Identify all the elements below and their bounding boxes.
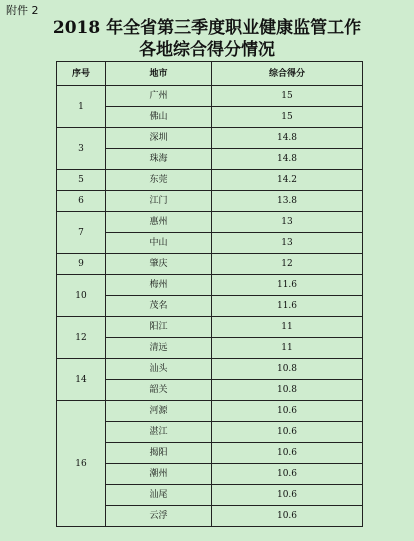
score-cell: 11 [212,317,363,338]
score-cell: 14.8 [212,128,363,149]
city-cell: 潮州 [106,464,212,485]
rank-cell: 1 [57,86,106,128]
score-cell: 11 [212,338,363,359]
rank-cell: 10 [57,275,106,317]
rank-cell: 9 [57,254,106,275]
table-row [57,86,363,107]
table-row [57,191,363,212]
table-header-row [57,62,363,86]
score-cell: 13 [212,233,363,254]
city-cell: 湛江 [106,422,212,443]
rank-cell: 7 [57,212,106,254]
rank-cell: 14 [57,359,106,401]
score-cell: 14.8 [212,149,363,170]
city-cell: 深圳 [106,128,212,149]
score-cell: 10.6 [212,506,363,527]
table-row [57,317,363,338]
score-table [56,61,363,527]
table-row [57,254,363,275]
score-cell: 10.8 [212,359,363,380]
city-cell: 东莞 [106,170,212,191]
city-cell: 阳江 [106,317,212,338]
rank-cell: 12 [57,317,106,359]
score-cell: 13 [212,212,363,233]
table-row [57,170,363,191]
city-cell: 汕头 [106,359,212,380]
city-cell: 茂名 [106,296,212,317]
city-cell: 清远 [106,338,212,359]
score-cell: 10.6 [212,443,363,464]
rank-cell: 3 [57,128,106,170]
score-cell: 10.6 [212,464,363,485]
score-cell: 14.2 [212,170,363,191]
city-cell: 佛山 [106,107,212,128]
city-cell: 云浮 [106,506,212,527]
score-cell: 11.6 [212,275,363,296]
table-row [57,212,363,233]
table-row [57,275,363,296]
rank-cell: 6 [57,191,106,212]
score-cell: 13.8 [212,191,363,212]
attachment-label: 附件 2 [6,4,39,17]
city-cell: 汕尾 [106,485,212,506]
table-body [57,86,363,527]
score-cell: 12 [212,254,363,275]
city-cell: 珠海 [106,149,212,170]
title-line-2: 各地综合得分情况 [139,40,275,60]
score-cell: 10.6 [212,401,363,422]
score-cell: 10.6 [212,485,363,506]
city-cell: 中山 [106,233,212,254]
city-cell: 河源 [106,401,212,422]
city-cell: 揭阳 [106,443,212,464]
table-row [57,401,363,422]
header-rank: 序号 [57,62,106,86]
header-city: 地市 [106,62,212,86]
header-score: 综合得分 [212,62,363,86]
city-cell: 肇庆 [106,254,212,275]
score-cell: 15 [212,107,363,128]
score-cell: 15 [212,86,363,107]
table-row [57,128,363,149]
city-cell: 韶关 [106,380,212,401]
rank-cell: 5 [57,170,106,191]
table-row [57,359,363,380]
city-cell: 广州 [106,86,212,107]
city-cell: 梅州 [106,275,212,296]
title-line-1: 2018 年全省第三季度职业健康监管工作 [52,18,362,38]
score-cell: 11.6 [212,296,363,317]
rank-cell: 16 [57,401,106,527]
score-cell: 10.8 [212,380,363,401]
city-cell: 惠州 [106,212,212,233]
city-cell: 江门 [106,191,212,212]
score-cell: 10.6 [212,422,363,443]
